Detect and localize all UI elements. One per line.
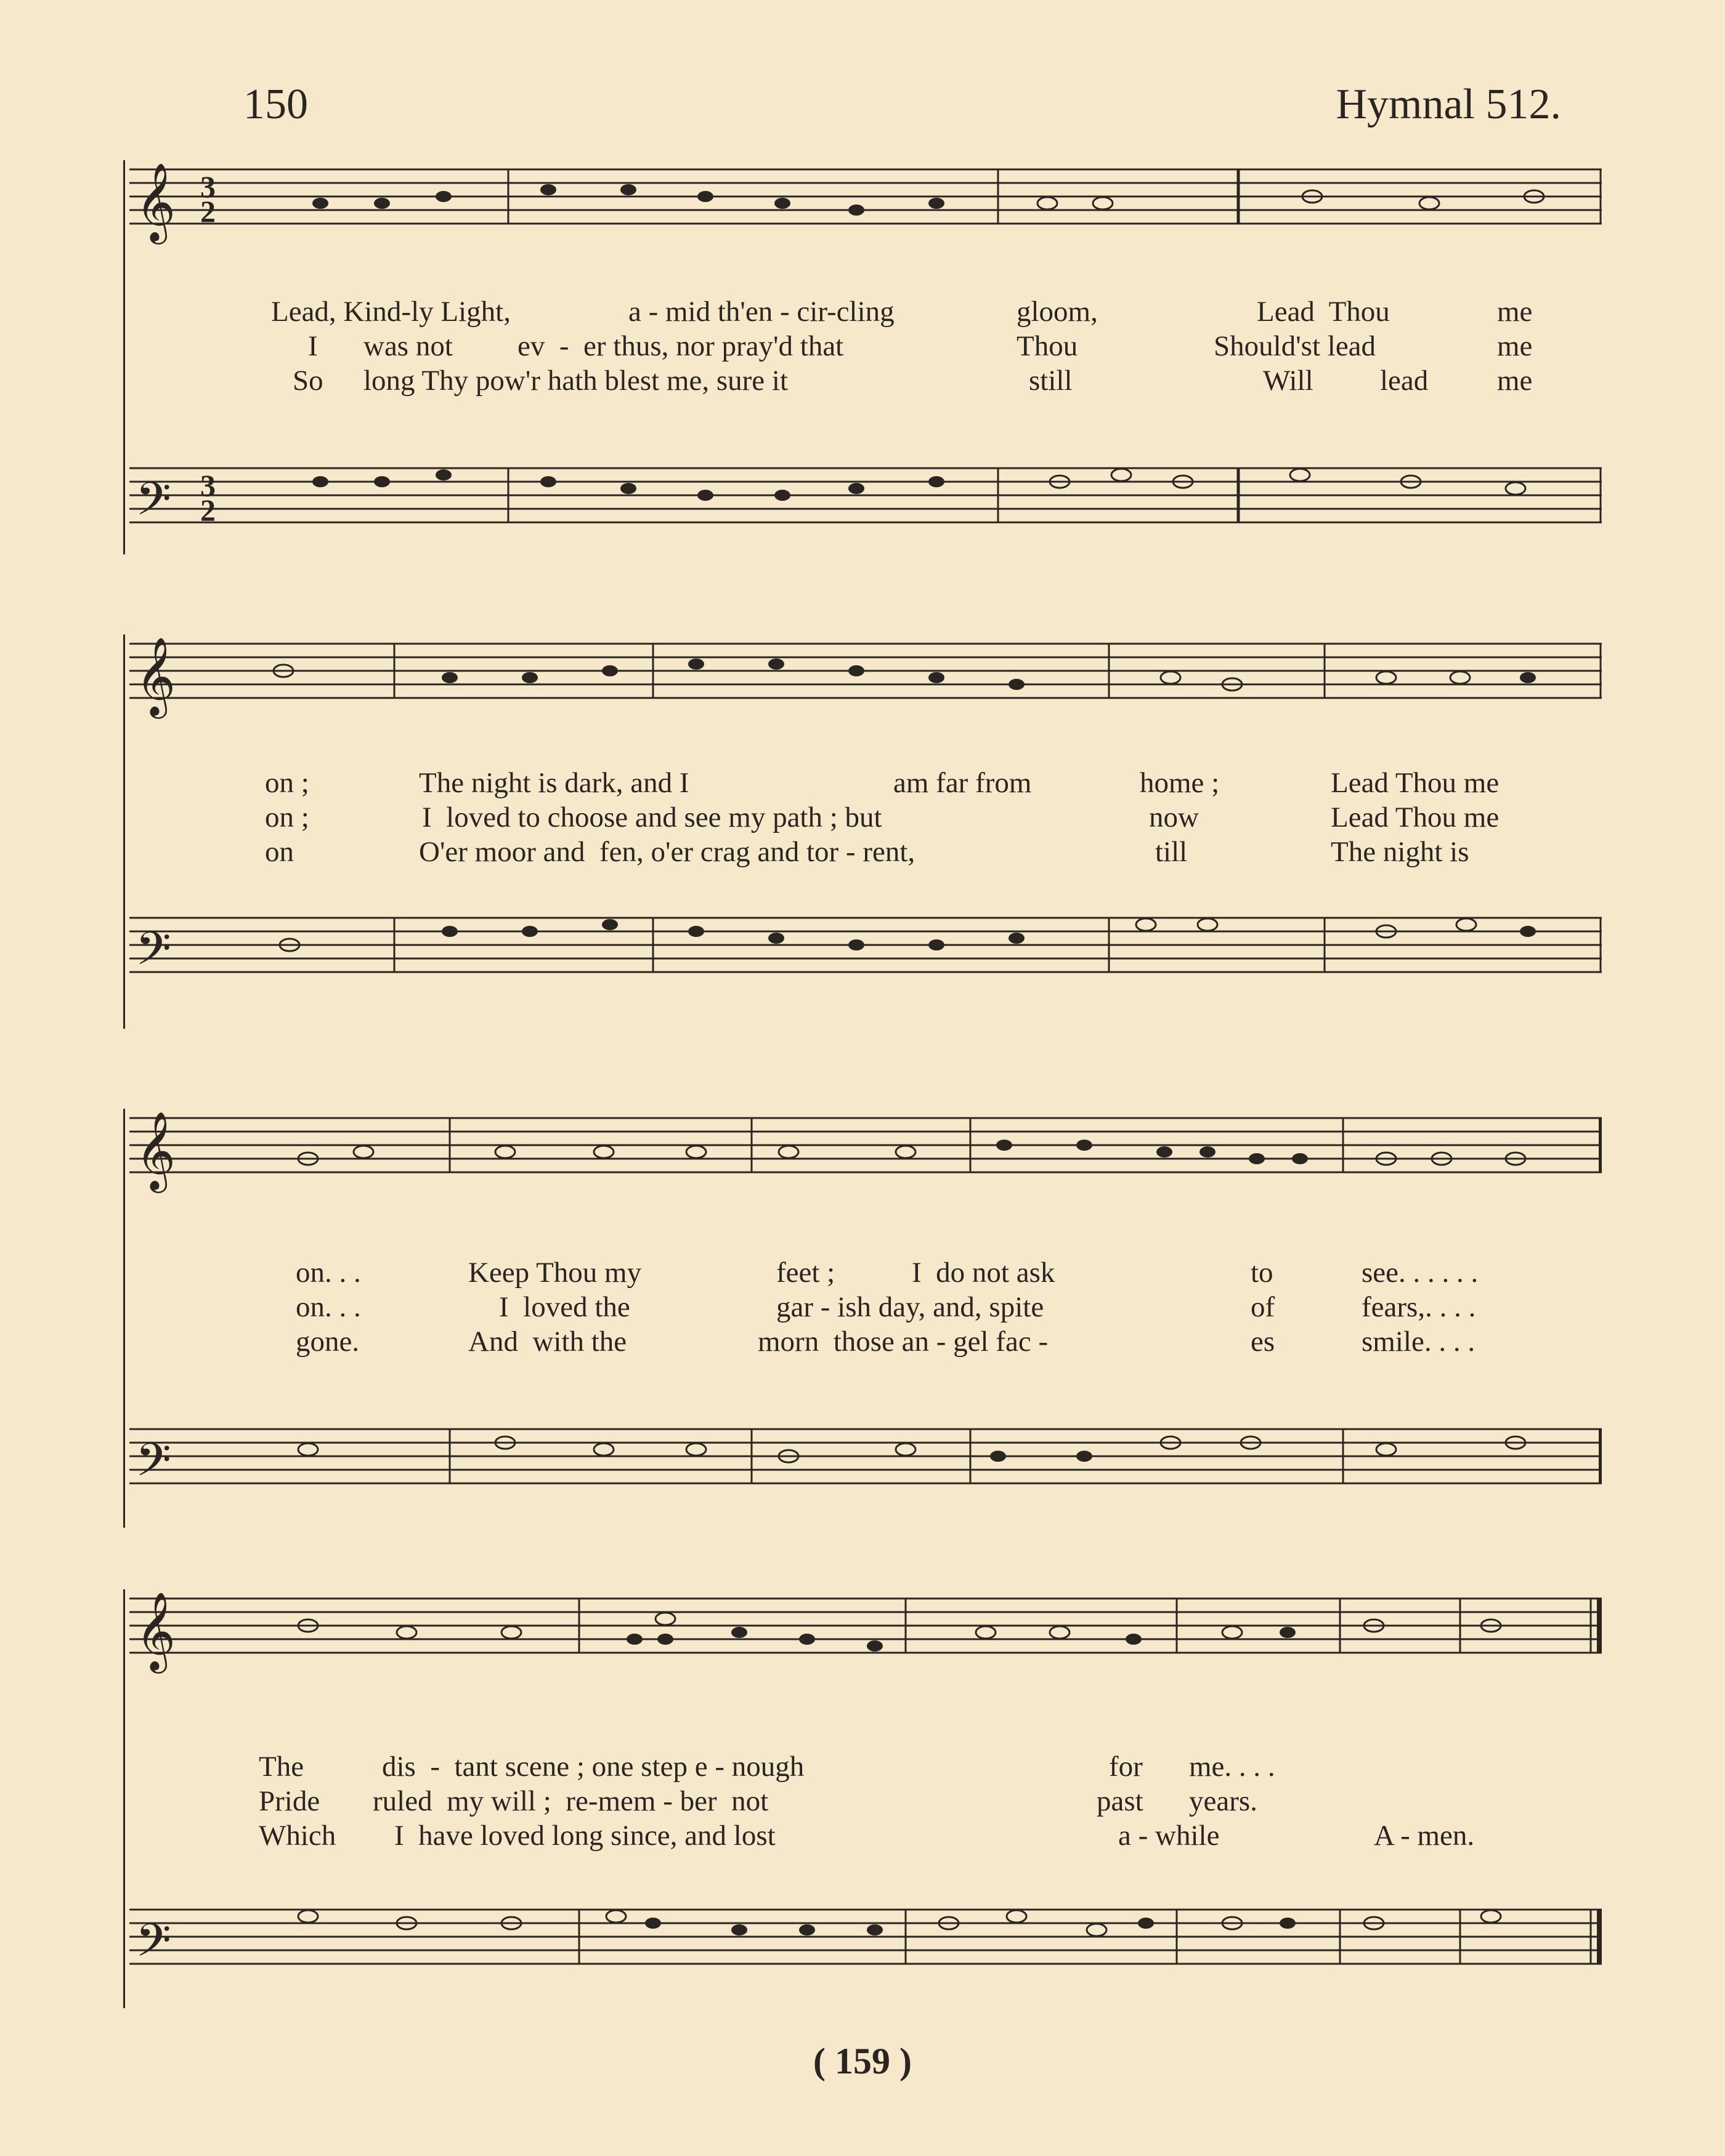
lyric-syllable: see. . . . . . bbox=[1362, 1257, 1479, 1289]
lyric-syllable: I bbox=[308, 330, 318, 362]
lyric-syllable: morn those an - gel fac - bbox=[758, 1326, 1049, 1358]
lyric-syllable: ev - er thus, nor pray'd that bbox=[518, 330, 844, 362]
lyric-syllable: Lead Thou me bbox=[1331, 767, 1500, 799]
lyric-syllable: now bbox=[1149, 801, 1199, 833]
lyric-syllable: Thou bbox=[1017, 330, 1078, 362]
lyric-syllable: till bbox=[1155, 836, 1188, 868]
lyrics-system-3 bbox=[136, 1255, 1602, 1359]
lyric-syllable: on bbox=[265, 836, 294, 868]
svg-text:3: 3 bbox=[200, 468, 216, 503]
lyric-syllable: Lead Thou me bbox=[1331, 801, 1500, 833]
lyrics-system-2 bbox=[136, 766, 1602, 869]
lyric-syllable: I have loved long since, and lost bbox=[394, 1820, 776, 1852]
svg-text:3: 3 bbox=[200, 169, 216, 204]
lyric-syllable: past bbox=[1097, 1785, 1143, 1817]
lyric-syllable: Will bbox=[1263, 365, 1313, 397]
footer-page-number: ( 159 ) bbox=[813, 2041, 912, 2081]
lyric-syllable: on ; bbox=[265, 801, 309, 833]
lyric-syllable: long Thy pow'r hath blest me, sure it bbox=[363, 365, 789, 397]
svg-text:𝄢: 𝄢 bbox=[136, 1914, 171, 1979]
lyric-syllable: So bbox=[293, 365, 323, 397]
lyric-verse-1-line-1 bbox=[136, 294, 1602, 329]
lyric-syllable: Lead, Kind-ly Light, bbox=[271, 296, 511, 328]
lyric-verse-1-line-4 bbox=[136, 1749, 1602, 1784]
lyric-syllable: dis - tant scene ; one step e - nough bbox=[382, 1751, 805, 1783]
svg-text:𝄞: 𝄞 bbox=[136, 1591, 176, 1670]
lyrics-system-4 bbox=[136, 1749, 1602, 1853]
svg-text:𝄢: 𝄢 bbox=[136, 1433, 171, 1498]
lyric-verse-2-line-2 bbox=[136, 800, 1602, 835]
lyric-syllable: of bbox=[1251, 1291, 1275, 1323]
lyric-syllable: am far from bbox=[893, 767, 1032, 799]
lyric-verse-1-line-2 bbox=[136, 766, 1602, 800]
lyric-syllable: for bbox=[1109, 1751, 1143, 1783]
lyric-syllable: a - while bbox=[1118, 1820, 1220, 1852]
lyric-syllable: The night is bbox=[1331, 836, 1469, 868]
lyric-syllable: years. bbox=[1189, 1785, 1257, 1817]
lyric-syllable: home ; bbox=[1140, 767, 1220, 799]
lyric-verse-2-line-3 bbox=[136, 1290, 1602, 1324]
lyric-syllable: I loved the bbox=[499, 1291, 630, 1323]
lyric-syllable: gone. bbox=[296, 1326, 360, 1358]
lyric-syllable: And with the bbox=[468, 1326, 627, 1358]
lyric-syllable: O'er moor and fen, o'er crag and tor - rent, bbox=[419, 836, 915, 868]
lyric-syllable: still bbox=[1029, 365, 1073, 397]
lyric-syllable: Pride bbox=[259, 1785, 320, 1817]
lyric-verse-3-line-3 bbox=[136, 1324, 1602, 1359]
lyric-verse-2-line-1 bbox=[136, 329, 1602, 363]
lyrics-system-1 bbox=[136, 294, 1602, 398]
lyric-syllable: Should'st lead bbox=[1214, 330, 1376, 362]
svg-text:𝄢: 𝄢 bbox=[136, 472, 171, 537]
lyric-syllable: me bbox=[1497, 365, 1533, 397]
lyric-syllable: me bbox=[1497, 296, 1533, 328]
lyric-syllable: The night is dark, and I bbox=[419, 767, 689, 799]
lyric-syllable: ruled my will ; re-mem - ber not bbox=[373, 1785, 769, 1817]
svg-text:𝄢: 𝄢 bbox=[136, 922, 171, 987]
svg-text:𝄞: 𝄞 bbox=[136, 636, 176, 715]
lyric-syllable: es bbox=[1251, 1326, 1275, 1358]
lyric-verse-2-line-4 bbox=[136, 1784, 1602, 1818]
lyric-syllable: The bbox=[259, 1751, 304, 1783]
lyric-verse-3-line-4 bbox=[136, 1818, 1602, 1853]
lyric-syllable: was not bbox=[363, 330, 453, 362]
lyric-syllable: fears,. . . . bbox=[1362, 1291, 1476, 1323]
svg-text:𝄞: 𝄞 bbox=[136, 162, 176, 241]
lyric-syllable: Lead Thou bbox=[1257, 296, 1390, 328]
lyric-syllable: to bbox=[1251, 1257, 1273, 1289]
svg-text:2: 2 bbox=[200, 493, 216, 527]
lyric-syllable: a - mid th'en - cir-cling bbox=[628, 296, 895, 328]
lyric-syllable: me bbox=[1497, 330, 1533, 362]
hymnal-reference: Hymnal 512. bbox=[1336, 81, 1561, 128]
lyric-syllable: on ; bbox=[265, 767, 309, 799]
svg-text:2: 2 bbox=[200, 194, 216, 229]
lyric-syllable: Keep Thou my bbox=[468, 1257, 642, 1289]
lyric-syllable: on. . . bbox=[296, 1291, 361, 1323]
lyric-syllable: me. . . . bbox=[1189, 1751, 1275, 1783]
lyric-syllable: gloom, bbox=[1017, 296, 1098, 328]
lyric-syllable: feet ; bbox=[776, 1257, 835, 1289]
lyric-syllable: lead bbox=[1380, 365, 1429, 397]
lyric-syllable: I do not ask bbox=[912, 1257, 1055, 1289]
lyric-verse-1-line-3 bbox=[136, 1255, 1602, 1290]
lyric-syllable: on. . . bbox=[296, 1257, 361, 1289]
lyric-verse-3-line-2 bbox=[136, 835, 1602, 869]
lyric-syllable: Which bbox=[259, 1820, 336, 1852]
lyric-syllable: I loved to choose and see my path ; but bbox=[422, 801, 882, 833]
lyric-verse-3-line-1 bbox=[136, 363, 1602, 398]
lyric-syllable: A - men. bbox=[1374, 1820, 1475, 1852]
svg-text:𝄞: 𝄞 bbox=[136, 1111, 176, 1189]
lyric-syllable: smile. . . . bbox=[1362, 1326, 1475, 1358]
page-number: 150 bbox=[243, 81, 308, 128]
lyric-syllable: gar - ish day, and, spite bbox=[776, 1291, 1044, 1323]
